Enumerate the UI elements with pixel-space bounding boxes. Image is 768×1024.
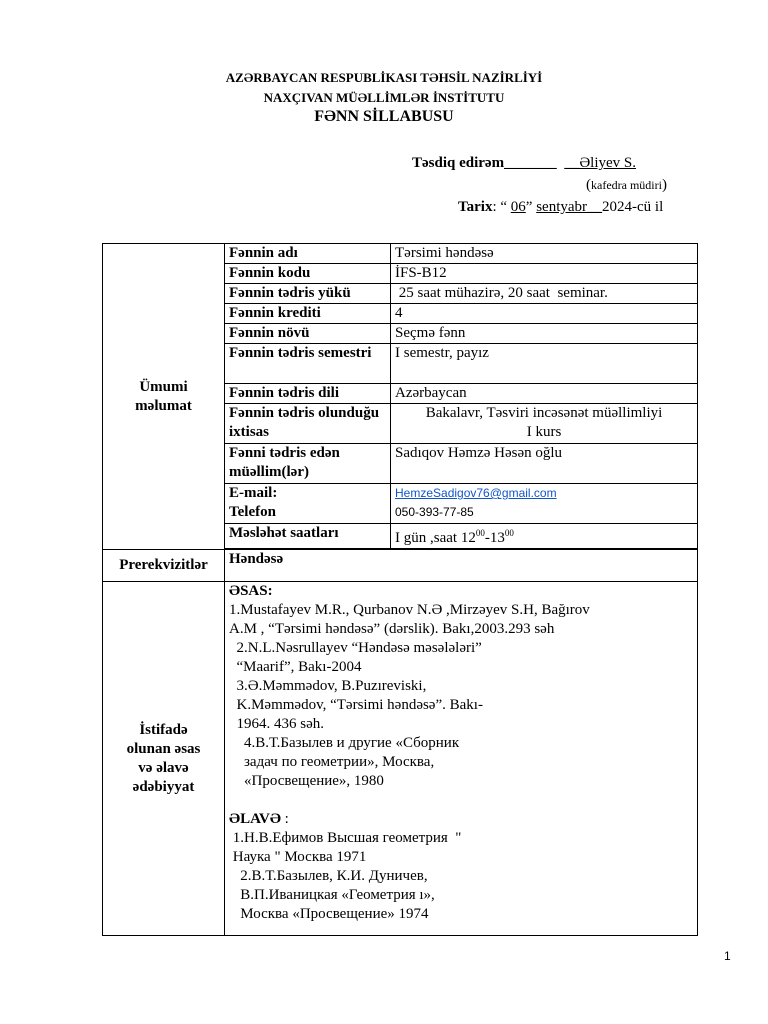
date-month-separator: ”	[525, 199, 537, 215]
date-label: Tarix	[458, 199, 493, 215]
email-label: E-mail:	[229, 485, 278, 501]
row-value: 4	[391, 304, 698, 324]
ministry-heading: AZƏRBAYCAN RESPUBLİKASI TƏHSİL NAZİRLİYİ	[225, 70, 543, 85]
row-label: Fənnin tədris yükü	[225, 284, 391, 304]
row-value: İFS-B12	[391, 264, 698, 284]
extra-heading-colon: :	[280, 811, 289, 827]
literature-list	[225, 582, 698, 936]
literature-item: Москва «Просвещение» 1974	[229, 906, 429, 922]
role-open-paren: (	[586, 177, 591, 193]
general-label-line-1: Ümumi	[139, 378, 188, 395]
approval-blank: _______	[504, 155, 557, 171]
approval-label: Təsdiq edirəm	[412, 155, 505, 171]
document-title: FƏNN SİLLABUSU	[314, 108, 454, 125]
extra-literature-heading	[229, 810, 693, 829]
contact-labels	[225, 484, 391, 524]
literature-label-line-4: ədəbiyyat	[132, 778, 195, 795]
row-label: Fənnin kodu	[225, 264, 391, 284]
consult-label: Məsləhət saatları	[225, 524, 391, 549]
extra-heading-text: ƏLAVƏ	[229, 811, 281, 827]
consult-sup-2: 00	[504, 528, 514, 538]
literature-item: В.П.Иваницкая «Геометрия ı»,	[229, 887, 435, 903]
literature-item: “Maarif”, Bakı-2004	[229, 659, 362, 675]
literature-item: 4.В.Т.Базылев и другие «Сборник	[229, 735, 460, 751]
row-label: Fənnin tədris semestri	[225, 344, 391, 384]
literature-item: Наука " Москва 1971	[229, 849, 367, 865]
row-value: 25 saat mühazirə, 20 saat seminar.	[391, 284, 698, 304]
row-value: Sadıqov Həmzə Həsən oğlu	[391, 444, 698, 484]
table-row	[103, 550, 698, 582]
syllabus-table	[102, 243, 698, 936]
row-label: Fənnin krediti	[225, 304, 391, 324]
literature-label-line-2: olunan əsas	[126, 740, 201, 757]
consult-dash: -13	[484, 530, 505, 546]
literature-label-line-1: İstifadə	[139, 721, 188, 738]
row-label: Fənnin tədris olunduğu ixtisas	[225, 404, 391, 444]
row-label: Fənni tədris edən müəllim(lər)	[225, 444, 391, 484]
row-value	[391, 404, 698, 444]
table-row	[103, 582, 698, 936]
literature-item: 1.Mustafayev M.R., Qurbanov N.Ə ,Mirzəyev S.H, Bağırov	[229, 602, 590, 618]
general-label-line-2: məlumat	[135, 397, 192, 414]
consult-value	[391, 524, 698, 549]
literature-item: «Просвещение», 1980	[229, 773, 384, 789]
prereq-label: Prerekvizitlər	[103, 550, 225, 582]
specialty-line-2: I kurs	[526, 424, 562, 440]
page-number: 1	[724, 949, 731, 963]
main-literature-heading: ƏSAS:	[229, 583, 273, 599]
role-close-paren: )	[661, 177, 667, 193]
row-label: Fənnin adı	[225, 244, 391, 264]
date-separator: : “	[492, 199, 511, 215]
row-value: I semestr, payız	[391, 344, 698, 384]
date-year: 2024-cü il	[602, 199, 664, 215]
date-line	[458, 199, 663, 216]
approver-role-line	[586, 177, 667, 194]
date-day: 06	[510, 199, 526, 215]
literature-item: 1964. 436 səh.	[229, 716, 324, 732]
institute-heading: NAXÇIVAN MÜƏLLİMLƏR İNSTİTUTU	[263, 90, 505, 105]
literature-label	[103, 582, 225, 936]
row-label: Fənnin tədris dili	[225, 384, 391, 404]
approval-line	[412, 155, 636, 172]
approver-name: __Əliyev S.	[564, 155, 637, 171]
prereq-value: Həndəsə	[225, 550, 698, 582]
consult-sup-1: 00	[475, 528, 485, 538]
row-label: Fənnin növü	[225, 324, 391, 344]
literature-item: 3.Ə.Məmmədov, B.Puzıreviski,	[229, 678, 427, 694]
approver-role: kafedra müdiri	[591, 178, 662, 192]
literature-label-line-3: və əlavə	[138, 759, 189, 776]
literature-item: 1.Н.В.Ефимов Высшая геометрия "	[229, 830, 462, 846]
general-info-label	[103, 244, 225, 550]
literature-item: задач по геометрии», Москва,	[229, 754, 435, 770]
date-month: sentyabr__	[536, 199, 603, 215]
literature-item: A.M , “Tərsimi həndəsə” (dərslik). Bakı,2003.293 səh	[229, 621, 555, 637]
table-row	[103, 244, 698, 264]
email-link[interactable]: HemzeSadigov76@gmail.com	[395, 486, 557, 500]
literature-item: 2.N.L.Nəsrullayev “Həndəsə məsələləri”	[229, 640, 482, 656]
consult-prefix: I gün ,saat 12	[395, 530, 476, 546]
phone-label: Telefon	[229, 504, 276, 520]
literature-item: K.Məmmədov, “Tərsimi həndəsə”. Bakı-	[229, 697, 483, 713]
row-value: Tərsimi həndəsə	[391, 244, 698, 264]
contact-values	[391, 484, 698, 524]
specialty-line-1: Bakalavr, Təsviri incəsənət müəllimliyi	[425, 405, 663, 421]
literature-item: 2.В.Т.Базылев, К.И. Дуничев,	[229, 868, 428, 884]
phone-value: 050-393-77-85	[395, 505, 474, 519]
row-value: Seçmə fənn	[391, 324, 698, 344]
row-value: Azərbaycan	[391, 384, 698, 404]
